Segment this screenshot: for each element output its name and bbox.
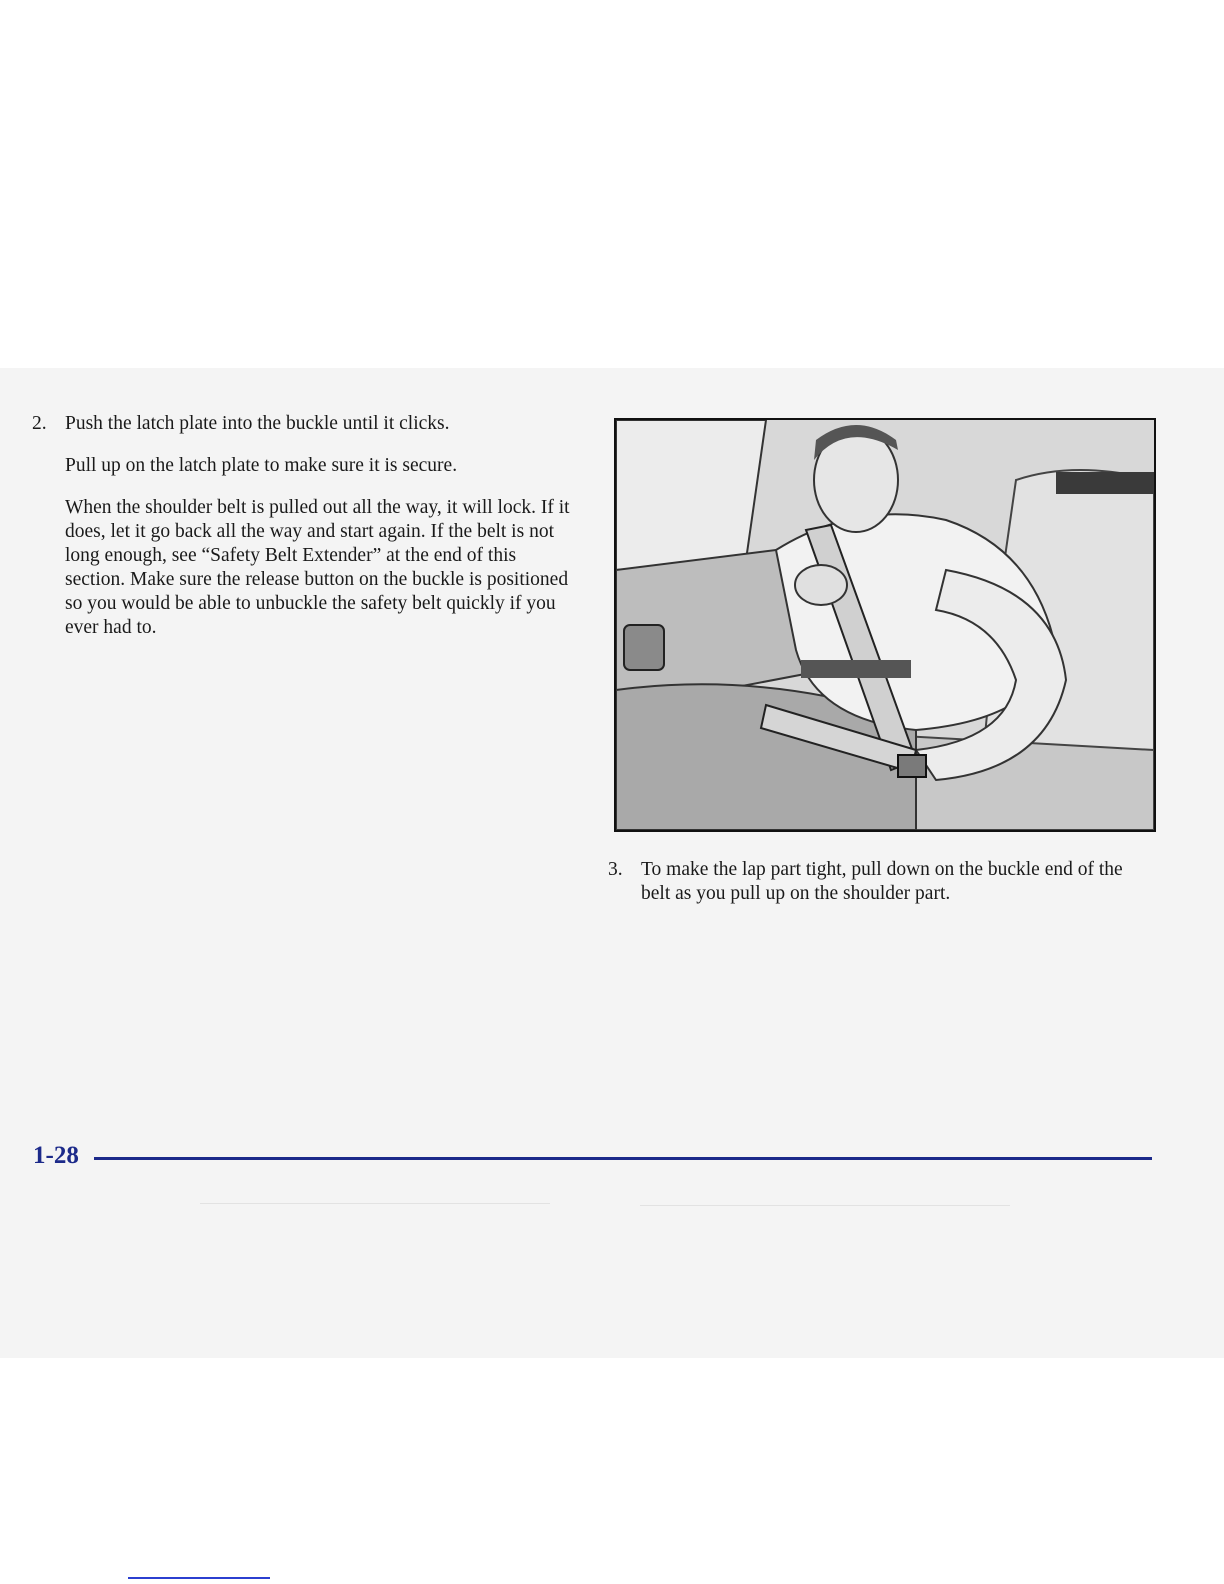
seat-belt-illustration (614, 418, 1156, 832)
step-3-instruction: To make the lap part tight, pull down on the buckle end of the belt as you pull up on the shoulder part. (641, 859, 1123, 904)
step-3-block (608, 858, 1141, 906)
hand-upper (795, 565, 847, 605)
headrest-strip (1056, 472, 1154, 494)
car-window (616, 420, 766, 570)
footer-rule (94, 1157, 1152, 1160)
faint-divider-left (200, 1203, 550, 1204)
seat-belt-drawing (616, 420, 1154, 830)
step-2-number: 2. (32, 413, 47, 434)
step-2-details: When the shoulder belt is pulled out all the way, it will lock. If it does, let it go back all the way and start again. If the belt is not long enough, see “Safety Belt Extender” at the end of this section. Make sure the release button on the buckle is positioned so you would be able to unbuckle the safety belt quickly if you ever had to. (65, 497, 570, 638)
page-number: 1-28 (33, 1142, 79, 1169)
trouser-belt (801, 660, 911, 678)
step-2-check: Pull up on the latch plate to make sure it is secure. (65, 455, 458, 476)
buckle-icon (898, 755, 926, 777)
step-2-block (32, 412, 585, 640)
step-3-number: 3. (608, 859, 623, 880)
step-2-instruction: Push the latch plate into the buckle until it clicks. (65, 413, 450, 434)
bottom-link-underline[interactable] (128, 1577, 270, 1579)
faint-divider-right (640, 1205, 1010, 1206)
door-handle (624, 625, 664, 670)
